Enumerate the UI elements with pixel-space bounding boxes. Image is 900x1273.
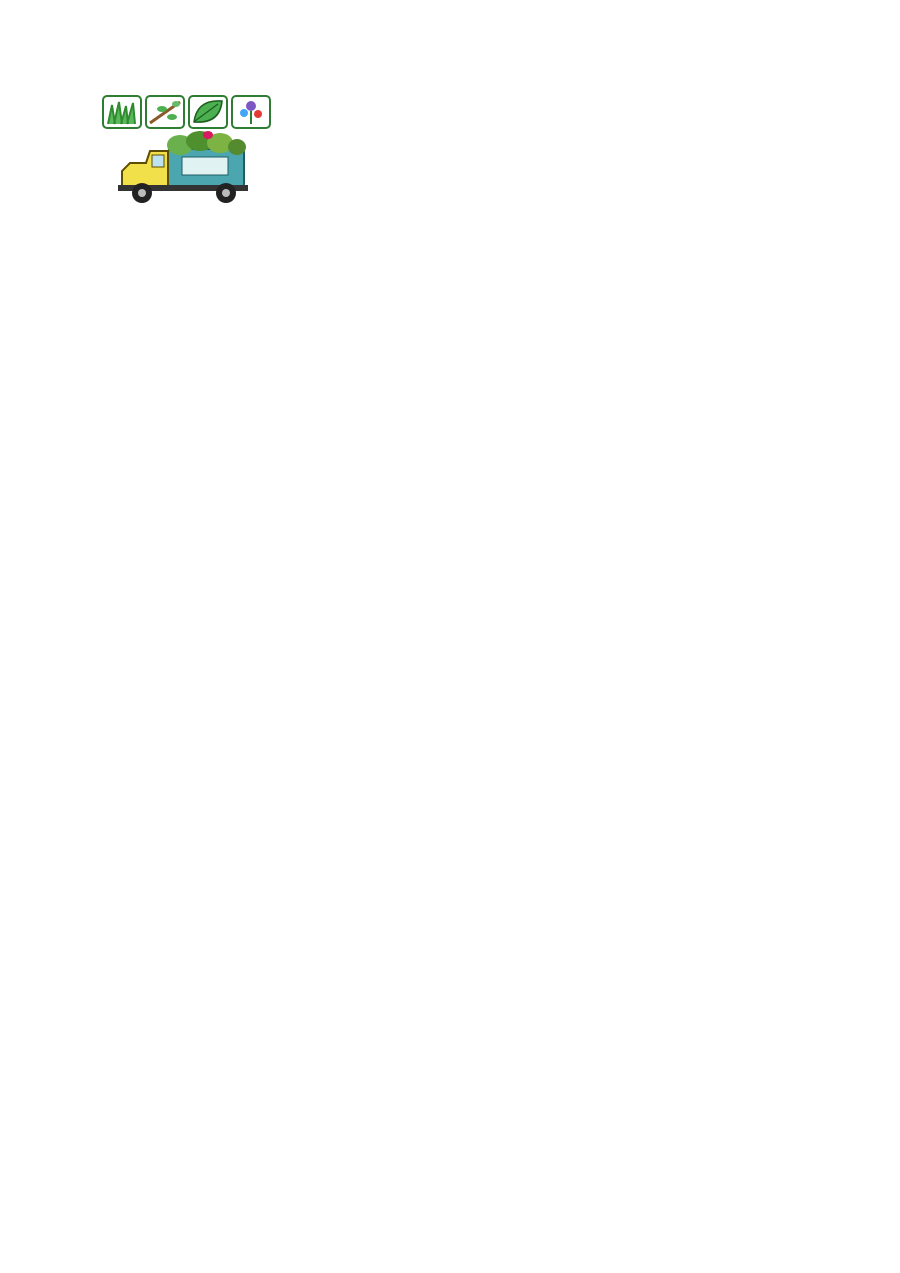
- flower-icon: [232, 96, 270, 128]
- leaf-icon: [189, 96, 227, 128]
- branch-icon: [146, 96, 184, 128]
- grass-icon: [103, 96, 141, 128]
- truck-icon: [118, 131, 248, 203]
- green-waste-truck-logo: [100, 93, 292, 211]
